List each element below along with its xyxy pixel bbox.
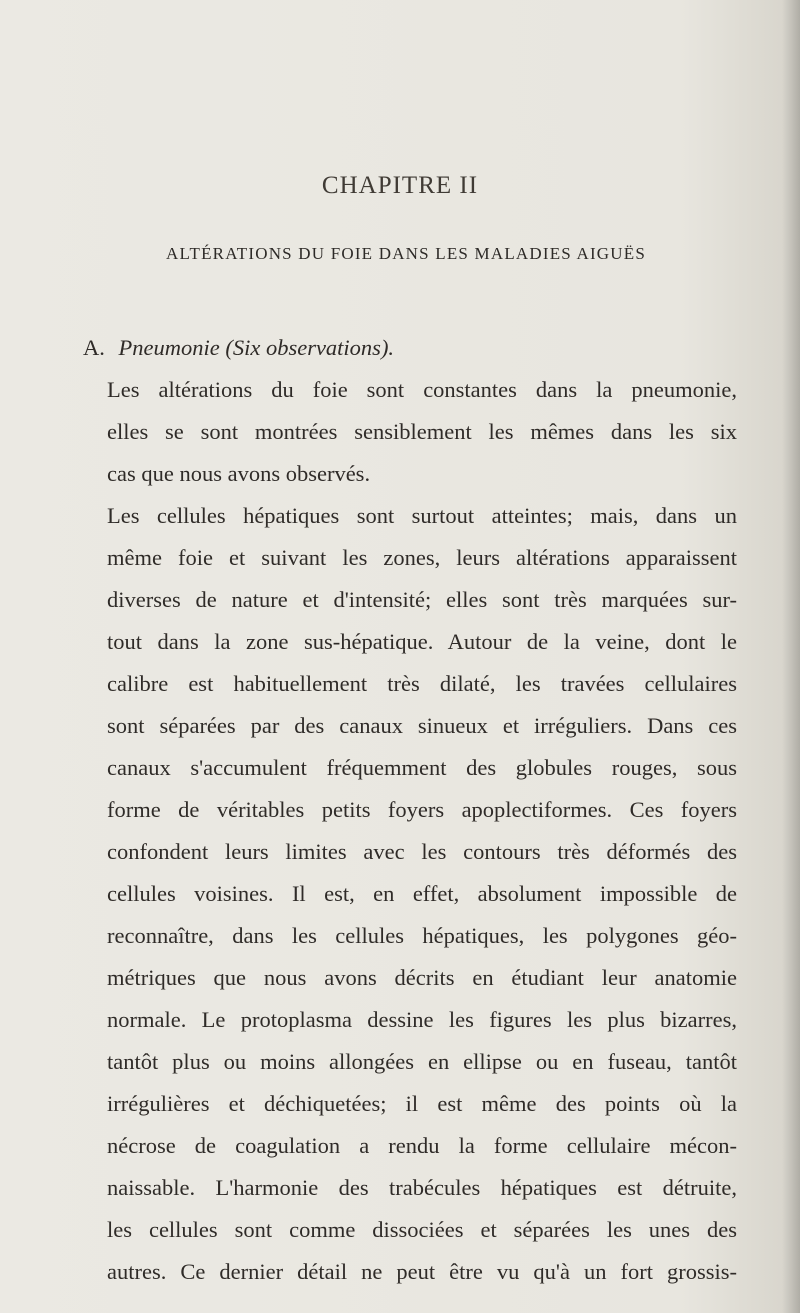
paragraph-line: sont séparées par des canaux sinueux et irréguliers. Dans ces [107, 713, 737, 738]
paragraph-line: Les altérations du foie sont constantes dans la pneumonie, [107, 377, 737, 402]
paragraph-line: métriques que nous avons décrits en étudiant leur anatomie [107, 965, 737, 990]
chapter-title: CHAPITRE II [321, 172, 479, 199]
section-title: Pneumonie [118, 335, 220, 360]
paragraph-line: cellules voisines. Il est, en effet, absolument impossible de [107, 881, 737, 906]
paragraph-line: Les cellules hépatiques sont surtout atteintes; mais, dans un [107, 503, 737, 528]
paragraph-line: naissable. L'harmonie des trabécules hépatiques est détruite, [107, 1175, 737, 1200]
document-body [83, 327, 737, 1293]
paragraph-line: diverses de nature et d'intensité; elles sont très marquées sur- [107, 587, 737, 612]
paragraph-line: irrégulières et déchiquetées; il est même des points où la [107, 1091, 737, 1116]
paragraph-line: elles se sont montrées sensiblement les mêmes dans les six [107, 419, 737, 444]
section-heading [83, 327, 737, 369]
paragraph-line: autres. Ce dernier détail ne peut être vu qu'à un fort grossis- [107, 1259, 737, 1284]
paragraph-2 [83, 495, 737, 1293]
chapter-subtitle: ALTÉRATIONS DU FOIE DANS LES MALADIES AIGUËS [165, 244, 647, 263]
paragraph-line: même foie et suivant les zones, leurs altérations apparaissent [107, 545, 737, 570]
section-label: A. [83, 335, 105, 360]
paragraph-line: forme de véritables petits foyers apoplectiformes. Ces foyers [107, 797, 737, 822]
paragraph-line: tout dans la zone sus-hépatique. Autour de la veine, dont le [107, 629, 737, 654]
paragraph-line: confondent leurs limites avec les contours très déformés des [107, 839, 737, 864]
paragraph-1 [83, 369, 737, 495]
paragraph-line: normale. Le protoplasma dessine les figures les plus bizarres, [107, 1007, 737, 1032]
paragraph-line: calibre est habituellement très dilaté, les travées cellulaires [107, 671, 737, 696]
paragraph-line: les cellules sont comme dissociées et séparées les unes des [107, 1217, 737, 1242]
section-observations: (Six observations). [225, 335, 395, 360]
paragraph-line: cas que nous avons observés. [107, 461, 371, 486]
paragraph-line: canaux s'accumulent fréquemment des globules rouges, sous [107, 755, 737, 780]
paragraph-line: nécrose de coagulation a rendu la forme cellulaire mécon- [107, 1133, 737, 1158]
paragraph-line: reconnaître, dans les cellules hépatiques, les polygones géo- [107, 923, 737, 948]
paragraph-line: tantôt plus ou moins allongées en ellipse ou en fuseau, tantôt [107, 1049, 737, 1074]
